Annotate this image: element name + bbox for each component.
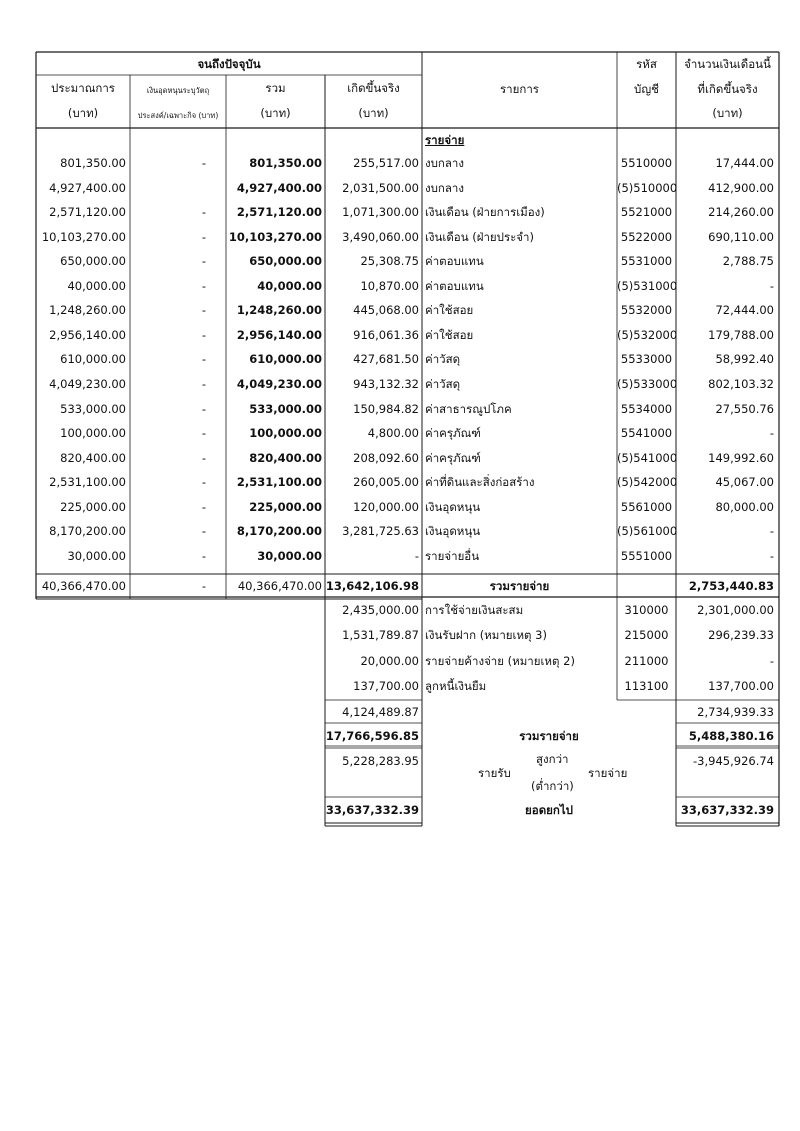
header-group-title: จนถึงปัจจุบัน bbox=[197, 57, 261, 71]
row-subsidy: - bbox=[201, 524, 206, 538]
header-actual: เกิดขึ้นจริง bbox=[347, 81, 400, 95]
row-month: 149,992.60 bbox=[708, 451, 774, 465]
row-item: งบกลาง bbox=[425, 156, 464, 170]
diff-right-label: รายจ่าย bbox=[588, 766, 628, 780]
total-label: รวมรายจ่าย bbox=[489, 579, 550, 593]
row-item: เงินเดือน (ฝ่ายประจำ) bbox=[425, 230, 534, 244]
row-total: 2,956,140.00 bbox=[236, 328, 322, 342]
row-subsidy: - bbox=[201, 377, 206, 391]
row-month: 72,444.00 bbox=[715, 303, 774, 317]
row-item: ค่าใช้สอย bbox=[425, 328, 474, 342]
row-estimate: 10,103,270.00 bbox=[41, 230, 126, 244]
row-month: 214,260.00 bbox=[708, 205, 774, 219]
row-code: 5561000 bbox=[620, 500, 673, 514]
header-subsidy: เงินอุดหนุนระบุวัตถุ bbox=[146, 86, 210, 95]
row-actual: 445,068.00 bbox=[353, 303, 419, 317]
row-item: ค่าตอบแทน bbox=[425, 279, 484, 293]
row-total: 533,000.00 bbox=[249, 402, 322, 416]
row-subsidy: - bbox=[201, 279, 206, 293]
row-subsidy: - bbox=[201, 402, 206, 416]
row-estimate: 2,571,120.00 bbox=[49, 205, 126, 219]
row-total: 650,000.00 bbox=[249, 254, 322, 268]
row-actual: 943,132.32 bbox=[353, 377, 419, 391]
row-code: 5532000 bbox=[620, 303, 673, 317]
row-estimate: 225,000.00 bbox=[60, 500, 126, 514]
row-item: ค่าตอบแทน bbox=[425, 254, 484, 268]
row-actual: 1,071,300.00 bbox=[342, 205, 419, 219]
row-subsidy: - bbox=[201, 328, 206, 342]
diff-month: -3,945,926.74 bbox=[693, 754, 774, 768]
row-code: 5531000 bbox=[620, 254, 673, 268]
row-actual: 916,061.36 bbox=[353, 328, 419, 342]
row-estimate: 533,000.00 bbox=[60, 402, 126, 416]
row-month: 17,444.00 bbox=[715, 156, 774, 170]
row-total: 2,531,100.00 bbox=[236, 475, 322, 489]
row-actual: 3,281,725.63 bbox=[342, 524, 419, 538]
row-month: 802,103.32 bbox=[708, 377, 774, 391]
header-actual-unit: (บาท) bbox=[358, 106, 389, 120]
row-month: - bbox=[769, 279, 774, 293]
row-actual: 260,005.00 bbox=[353, 475, 419, 489]
row-subsidy: - bbox=[201, 451, 206, 465]
row-actual: 2,031,500.00 bbox=[342, 181, 419, 195]
extra-row-item: ลูกหนี้เงินยืม bbox=[425, 679, 487, 693]
row-item: ค่าครุภัณฑ์ bbox=[425, 451, 481, 465]
row-item: ค่าสาธารณูปโภค bbox=[425, 402, 512, 416]
row-code: (5)561000 bbox=[617, 524, 678, 538]
extra-row-month: 2,301,000.00 bbox=[697, 603, 774, 617]
total-estimate: 40,366,470.00 bbox=[41, 579, 126, 593]
row-estimate: 2,531,100.00 bbox=[49, 475, 126, 489]
carry-month: 33,637,332.39 bbox=[680, 803, 774, 817]
row-code: (5)533000 bbox=[617, 377, 678, 391]
row-estimate: 610,000.00 bbox=[60, 352, 126, 366]
header-total: รวม bbox=[265, 81, 286, 95]
row-total: 10,103,270.00 bbox=[228, 230, 322, 244]
row-item: ค่าวัสดุ bbox=[425, 377, 461, 391]
row-subsidy: - bbox=[201, 156, 206, 170]
total-subsidy: - bbox=[201, 579, 206, 593]
extra-row-month: 137,700.00 bbox=[708, 679, 774, 693]
extra-row-item: การใช้จ่ายเงินสะสม bbox=[425, 603, 524, 617]
row-total: 801,350.00 bbox=[249, 156, 322, 170]
row-actual: 25,308.75 bbox=[360, 254, 419, 268]
header-item: รายการ bbox=[500, 82, 539, 96]
row-actual: 120,000.00 bbox=[353, 500, 419, 514]
row-total: 2,571,120.00 bbox=[236, 205, 322, 219]
row-estimate: 4,049,230.00 bbox=[49, 377, 126, 391]
extra-row-actual: 2,435,000.00 bbox=[342, 603, 419, 617]
row-subsidy: - bbox=[201, 426, 206, 440]
row-total: 40,000.00 bbox=[257, 279, 322, 293]
row-code: (5)532000 bbox=[617, 328, 678, 342]
header-subsidy-unit: ประสงค์/เฉพาะกิจ (บาท) bbox=[137, 111, 219, 120]
row-actual: 3,490,060.00 bbox=[342, 230, 419, 244]
extra-row-actual: 1,531,789.87 bbox=[342, 628, 419, 642]
extra-row-month: 296,239.33 bbox=[708, 628, 774, 642]
extra-row-code: 113100 bbox=[624, 679, 669, 693]
header-code: รหัส bbox=[636, 57, 657, 71]
section-title: รายจ่าย bbox=[425, 133, 465, 147]
row-month: - bbox=[769, 524, 774, 538]
row-actual: 255,517.00 bbox=[353, 156, 419, 170]
diff-top-label: สูงกว่า bbox=[536, 752, 569, 766]
diff-left-label: รายรับ bbox=[478, 766, 511, 780]
row-code: 5521000 bbox=[620, 205, 673, 219]
row-estimate: 40,000.00 bbox=[67, 279, 126, 293]
row-month: - bbox=[769, 426, 774, 440]
row-subsidy: - bbox=[201, 254, 206, 268]
row-code: 5541000 bbox=[620, 426, 673, 440]
row-estimate: 30,000.00 bbox=[67, 549, 126, 563]
row-item: ค่าครุภัณฑ์ bbox=[425, 426, 481, 440]
row-total: 4,049,230.00 bbox=[236, 377, 322, 391]
diff-actual: 5,228,283.95 bbox=[342, 754, 419, 768]
extra-row-code: 310000 bbox=[624, 603, 669, 617]
extra-row-item: เงินรับฝาก (หมายเหตุ 3) bbox=[425, 628, 547, 642]
row-subsidy: - bbox=[201, 352, 206, 366]
row-subsidy: - bbox=[201, 205, 206, 219]
row-total: 8,170,200.00 bbox=[236, 524, 322, 538]
grand-label: รวมรายจ่าย bbox=[519, 729, 579, 743]
row-month: - bbox=[769, 549, 774, 563]
row-item: เงินอุดหนุน bbox=[425, 500, 481, 514]
row-total: 4,927,400.00 bbox=[236, 181, 322, 195]
row-actual: 427,681.50 bbox=[353, 352, 419, 366]
row-estimate: 1,248,260.00 bbox=[49, 303, 126, 317]
subtotal-actual: 4,124,489.87 bbox=[342, 705, 419, 719]
row-total: 225,000.00 bbox=[249, 500, 322, 514]
extra-row-code: 215000 bbox=[624, 628, 669, 642]
diff-bottom-label: (ต่ำกว่า) bbox=[531, 779, 574, 793]
row-code: (5)510000 bbox=[617, 181, 678, 195]
row-estimate: 801,350.00 bbox=[60, 156, 126, 170]
row-item: เงินอุดหนุน bbox=[425, 524, 481, 538]
row-month: 27,550.76 bbox=[715, 402, 774, 416]
row-total: 1,248,260.00 bbox=[236, 303, 322, 317]
carry-actual: 33,637,332.39 bbox=[325, 803, 419, 817]
row-subsidy: - bbox=[201, 500, 206, 514]
row-code: 5534000 bbox=[620, 402, 673, 416]
header-month-line2: ที่เกิดขึ้นจริง bbox=[697, 82, 758, 96]
row-month: 2,788.75 bbox=[722, 254, 774, 268]
row-item: รายจ่ายอื่น bbox=[425, 549, 480, 563]
row-item: ค่าวัสดุ bbox=[425, 352, 461, 366]
row-code: 5522000 bbox=[620, 230, 673, 244]
row-code: 5510000 bbox=[620, 156, 673, 170]
row-subsidy: - bbox=[201, 303, 206, 317]
row-estimate: 8,170,200.00 bbox=[49, 524, 126, 538]
grand-month: 5,488,380.16 bbox=[688, 729, 774, 743]
row-estimate: 2,956,140.00 bbox=[49, 328, 126, 342]
row-month: 412,900.00 bbox=[708, 181, 774, 195]
row-code: (5)542000 bbox=[617, 475, 678, 489]
extra-row-code: 211000 bbox=[624, 654, 669, 668]
row-actual: 150,984.82 bbox=[353, 402, 419, 416]
row-subsidy: - bbox=[201, 475, 206, 489]
row-month: 45,067.00 bbox=[715, 475, 774, 489]
row-actual: - bbox=[414, 549, 419, 563]
header-month-unit: (บาท) bbox=[712, 106, 743, 120]
row-item: เงินเดือน (ฝ่ายการเมือง) bbox=[425, 205, 545, 219]
row-actual: 208,092.60 bbox=[353, 451, 419, 465]
carry-label: ยอดยกไป bbox=[525, 803, 573, 817]
row-item: ค่าใช้สอย bbox=[425, 303, 474, 317]
row-code: 5551000 bbox=[620, 549, 673, 563]
total-month: 2,753,440.83 bbox=[688, 579, 774, 593]
extra-row-actual: 20,000.00 bbox=[360, 654, 419, 668]
subtotal-month: 2,734,939.33 bbox=[697, 705, 774, 719]
row-total: 820,400.00 bbox=[249, 451, 322, 465]
extra-row-item: รายจ่ายค้างจ่าย (หมายเหตุ 2) bbox=[425, 654, 575, 668]
row-subsidy: - bbox=[201, 230, 206, 244]
row-total: 30,000.00 bbox=[257, 549, 322, 563]
row-actual: 10,870.00 bbox=[360, 279, 419, 293]
grand-actual: 17,766,596.85 bbox=[325, 729, 419, 743]
row-month: 690,110.00 bbox=[708, 230, 774, 244]
row-month: 80,000.00 bbox=[715, 500, 774, 514]
extra-row-month: - bbox=[769, 654, 774, 668]
extra-row-actual: 137,700.00 bbox=[353, 679, 419, 693]
row-estimate: 4,927,400.00 bbox=[49, 181, 126, 195]
row-code: (5)541000 bbox=[617, 451, 678, 465]
total-actual: 13,642,106.98 bbox=[325, 579, 419, 593]
row-subsidy: - bbox=[201, 549, 206, 563]
header-month: จำนวนเงินเดือนนี้ bbox=[684, 57, 771, 71]
row-total: 100,000.00 bbox=[249, 426, 322, 440]
row-actual: 4,800.00 bbox=[367, 426, 419, 440]
row-code: (5)531000 bbox=[617, 279, 678, 293]
total-total: 40,366,470.00 bbox=[237, 579, 322, 593]
row-estimate: 820,400.00 bbox=[60, 451, 126, 465]
row-item: งบกลาง bbox=[425, 181, 464, 195]
row-month: 58,992.40 bbox=[715, 352, 774, 366]
header-estimate: ประมาณการ bbox=[51, 81, 115, 95]
row-estimate: 650,000.00 bbox=[60, 254, 126, 268]
row-month: 179,788.00 bbox=[708, 328, 774, 342]
header-code-line2: บัญชี bbox=[634, 82, 659, 96]
row-estimate: 100,000.00 bbox=[60, 426, 126, 440]
header-estimate-unit: (บาท) bbox=[67, 106, 99, 120]
header-total-unit: (บาท) bbox=[260, 106, 291, 120]
row-total: 610,000.00 bbox=[249, 352, 322, 366]
row-code: 5533000 bbox=[620, 352, 673, 366]
row-item: ค่าที่ดินและสิ่งก่อสร้าง bbox=[425, 475, 535, 489]
